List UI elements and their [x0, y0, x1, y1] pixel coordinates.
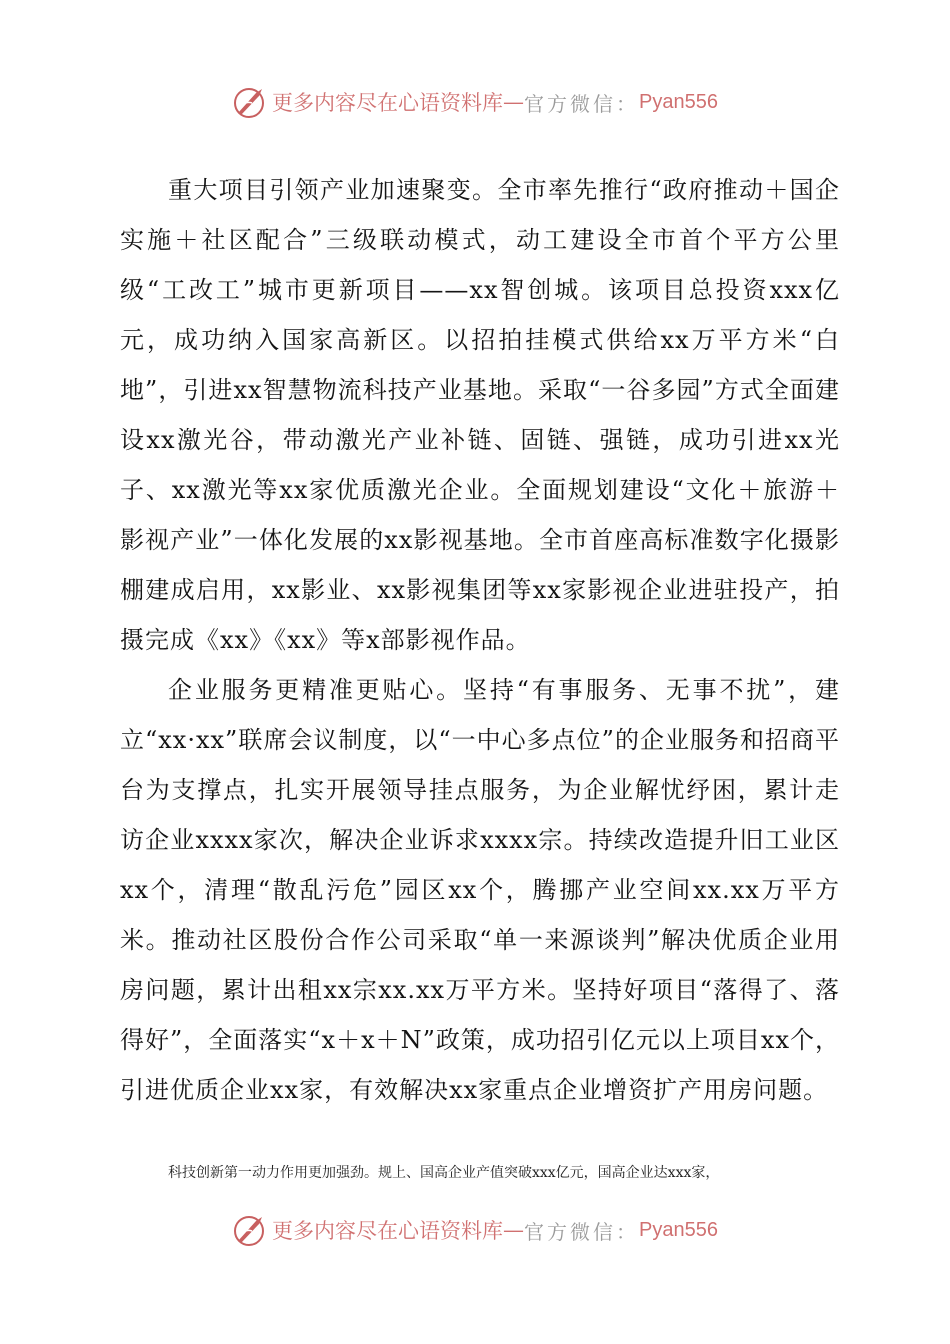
header-banner	[0, 80, 950, 124]
banner-wechat-label: 官方微信：	[524, 1219, 640, 1244]
banner-wechat-label: 官方微信：	[524, 91, 640, 116]
paragraph-major-projects: 重大项目引领产业加速聚变。全市率先推行“政府推动＋国企实施＋社区配合”三级联动模式，动工建设全市首个平方公里级“工改工”城市更新项目——xx智创城。该项目总投资xxx亿元，成功纳入国家高新区。以招拍挂模式供给xx万平方米“白地”，引进xx智慧物流科技产业基地。采取“一谷多园”方式全面建设xx激光谷，带动激光产业补链、固链、强链，成功引进xx光子、xx激光等xx家优质激光企业。全面规划建设“文化＋旅游＋影视产业”一体化发展的xx影视基地。全市首座高标准数字化摄影棚建成启用，xx影业、xx影视集团等xx家影视企业进驻投产，拍摄完成《xx》《xx》等x部影视作品。	[120, 176, 840, 654]
paragraph-tech-innovation: 科技创新第一动力作用更加强劲。规上、国高企业产值突破xxx亿元，国高企业达xxx家，	[168, 1165, 720, 1181]
footer-banner	[0, 1208, 950, 1252]
paragraph-enterprise-services: 企业服务更精准更贴心。坚持“有事服务、无事不扰”，建立“xx·xx”联席会议制度，以“一中心多点位”的企业服务和招商平台为支撑点，扎实开展领导挂点服务，为企业解忧纾困，累计走访企业xxxx家次，解决企业诉求xxxx宗。持续改造提升旧工业区xx个，清理“散乱污危”园区xx个，腾挪产业空间xx.xx万平方米。推动社区股份合作公司采取“单一来源谈判”解决优质企业用房问题，累计出租xx宗xx.xx万平方米。坚持好项目“落得了、落得好”，全面落实“x＋x＋N”政策，成功招引亿元以上项目xx个，引进优质企业xx家，有效解决xx家重点企业增资扩产用房问题。	[120, 676, 840, 1104]
document-body	[120, 165, 840, 1115]
banner-wechat-id: Pyan556	[639, 1218, 718, 1241]
banner-separator: —	[503, 1218, 525, 1242]
pen-nib-logo-icon	[232, 1212, 268, 1248]
banner-wechat-id: Pyan556	[639, 90, 718, 113]
banner-title: 更多内容尽在心语资料库	[272, 1219, 504, 1243]
pen-nib-logo-icon	[232, 84, 268, 120]
banner-separator: —	[503, 90, 525, 114]
banner-title: 更多内容尽在心语资料库	[272, 91, 504, 115]
